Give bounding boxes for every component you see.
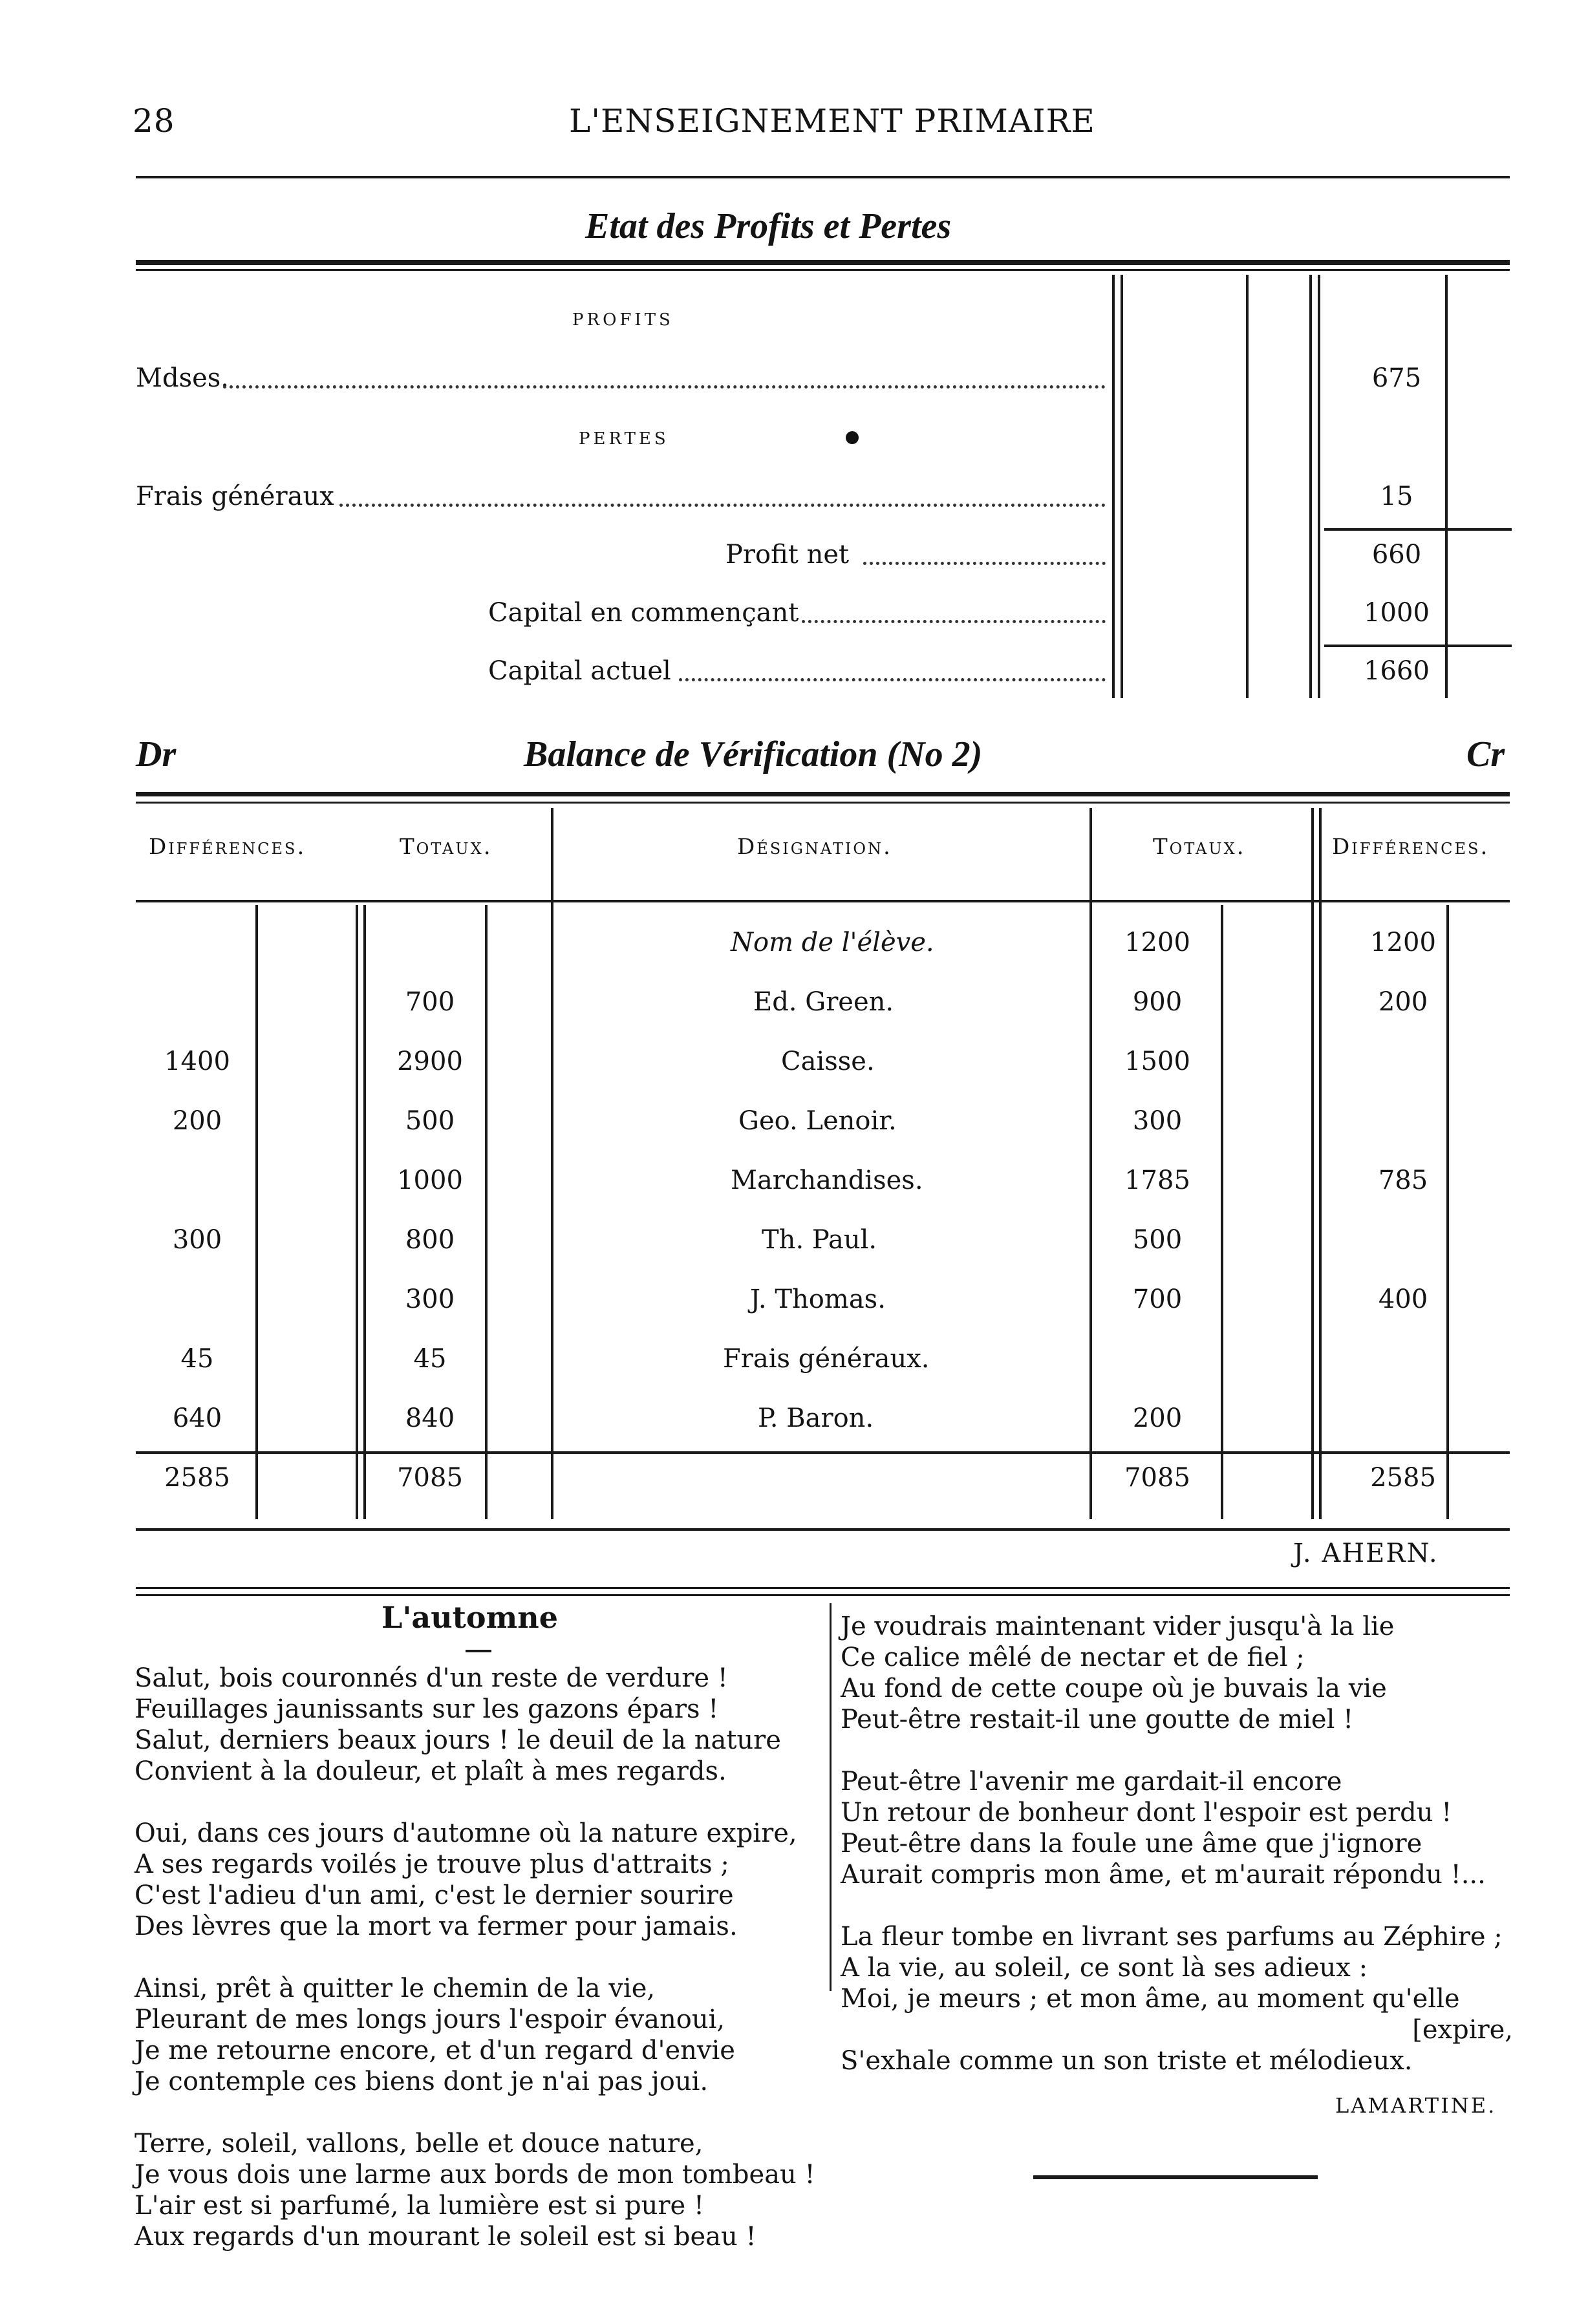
balance-vrule bbox=[551, 808, 553, 1519]
col-header-cr-total: Totaux. bbox=[1153, 834, 1246, 860]
row-cr-total: 1200 bbox=[1124, 928, 1190, 957]
row-cr-diff: 1200 bbox=[1370, 928, 1436, 957]
verse-line: Convient à la douleur, et plaît à mes regards. bbox=[134, 1756, 727, 1786]
balance-vrule bbox=[485, 905, 488, 1519]
row-dr-total: 840 bbox=[405, 1403, 455, 1433]
verse-line: Un retour de bonheur dont l'espoir est perdu ! bbox=[841, 1798, 1452, 1828]
balance-vrule bbox=[1221, 905, 1223, 1519]
row-dr-total: 45 bbox=[413, 1344, 447, 1374]
balance-title: Balance de Vérification (No 2) bbox=[524, 734, 983, 774]
leader-dots bbox=[863, 562, 1106, 565]
row-dr-total: 500 bbox=[405, 1106, 455, 1136]
balance-vrule bbox=[1089, 808, 1092, 1519]
verse-line: La fleur tombe en livrant ses parfums au Zéphire ; bbox=[841, 1922, 1503, 1952]
section-rule bbox=[136, 1594, 1510, 1596]
row-cr-total: 300 bbox=[1132, 1106, 1183, 1136]
pp-sum-rule bbox=[1324, 645, 1512, 647]
row-dr-total: 800 bbox=[405, 1225, 455, 1255]
running-title: L'ENSEIGNEMENT PRIMAIRE bbox=[569, 102, 1095, 140]
row-dr-diff: 300 bbox=[172, 1225, 222, 1255]
verse-line: Au fond de cette coupe où je buvais la vie bbox=[841, 1674, 1387, 1703]
verse-line: Peut-être restait-il une goutte de miel ! bbox=[841, 1705, 1354, 1734]
row-cr-diff: 400 bbox=[1378, 1285, 1428, 1314]
verse-line: Salut, bois couronnés d'un reste de verdure ! bbox=[134, 1663, 728, 1693]
poem-author: LAMARTINE. bbox=[1335, 2093, 1497, 2118]
col-header-name: Désignation. bbox=[737, 834, 892, 860]
balance-vrule bbox=[1311, 808, 1314, 1519]
verse-line: C'est l'adieu d'un ami, c'est le dernier sourire bbox=[134, 1881, 734, 1910]
total-dr-total: 7085 bbox=[397, 1463, 463, 1493]
stanza bbox=[134, 2128, 815, 2252]
pertes-label: PERTES bbox=[579, 429, 669, 449]
balance-bottom-rule bbox=[136, 1528, 1510, 1531]
pp-row-label: Mdses. bbox=[136, 363, 230, 393]
poem-title: L'automne bbox=[381, 1600, 558, 1635]
leader-dots bbox=[802, 620, 1106, 623]
column-divider bbox=[830, 1603, 832, 1991]
pp-row-value: 15 bbox=[1380, 482, 1413, 511]
poem-left-column bbox=[134, 1663, 815, 2283]
verse-line: Moi, je meurs ; et mon âme, au moment qu'elle bbox=[841, 1984, 1460, 2014]
poem-title-dash bbox=[466, 1650, 491, 1652]
verse-line: Ainsi, prêt à quitter le chemin de la vie, bbox=[134, 1974, 656, 2003]
row-cr-total: 900 bbox=[1132, 987, 1183, 1017]
pp-row-label: Frais généraux bbox=[136, 482, 334, 511]
verse-line: Salut, derniers beaux jours ! le deuil de la nature bbox=[134, 1725, 781, 1755]
verse-line: [expire, bbox=[1412, 2015, 1513, 2045]
balance-vrule bbox=[356, 905, 358, 1519]
pp-row-value: 1660 bbox=[1364, 656, 1430, 686]
pp-row-value: 1000 bbox=[1364, 598, 1430, 628]
pp-row-label: Capital en commençant bbox=[488, 598, 799, 628]
bullet-dot bbox=[846, 431, 859, 444]
section-rule bbox=[136, 1587, 1510, 1589]
verse-line: Je contemple ces biens dont je n'ai pas joui. bbox=[134, 2067, 709, 2096]
verse-line: Je me retourne encore, et d'un regard d'envie bbox=[134, 2036, 735, 2065]
row-dr-diff: 1400 bbox=[164, 1047, 230, 1076]
pp-top-rule-thin bbox=[136, 269, 1510, 271]
row-cr-total: 1785 bbox=[1124, 1166, 1190, 1195]
balance-top-rule bbox=[136, 792, 1510, 796]
row-name: P. Baron. bbox=[758, 1403, 874, 1433]
pp-row-value: 660 bbox=[1371, 540, 1422, 570]
row-cr-diff: 200 bbox=[1378, 987, 1428, 1017]
stanza bbox=[841, 1766, 1513, 1890]
profits-label: PROFITS bbox=[572, 310, 674, 330]
row-cr-total: 200 bbox=[1132, 1403, 1183, 1433]
verse-line: Peut-être dans la foule une âme que j'ignore bbox=[841, 1829, 1422, 1859]
pp-sum-rule bbox=[1324, 528, 1512, 531]
row-name: Ed. Green. bbox=[753, 987, 894, 1017]
leader-dots bbox=[679, 678, 1106, 681]
verse-line: Je vous dois une larme aux bords de mon tombeau ! bbox=[134, 2160, 815, 2190]
total-cr-diff: 2585 bbox=[1370, 1463, 1436, 1493]
row-dr-diff: 45 bbox=[180, 1344, 214, 1374]
row-name: Frais généraux. bbox=[723, 1344, 930, 1374]
stanza bbox=[134, 1818, 815, 1942]
verse-line: Je voudrais maintenant vider jusqu'à la lie bbox=[841, 1612, 1395, 1641]
totals-rule bbox=[136, 1451, 1510, 1454]
verse-line: Des lèvres que la mort va fermer pour jamais. bbox=[134, 1912, 738, 1941]
row-name: Nom de l'élève. bbox=[731, 928, 934, 957]
verse-line: A la vie, au soleil, ce sont là ses adieux : bbox=[841, 1953, 1368, 1983]
verse-line: A ses regards voilés je trouve plus d'attraits ; bbox=[134, 1850, 729, 1879]
leader-dots bbox=[223, 385, 1106, 389]
row-dr-total: 300 bbox=[405, 1285, 455, 1314]
pp-vrule bbox=[1121, 275, 1123, 698]
profits-pertes-title: Etat des Profits et Pertes bbox=[585, 206, 952, 246]
pp-vrule bbox=[1309, 275, 1312, 698]
header-rule bbox=[136, 176, 1510, 178]
row-dr-total: 700 bbox=[405, 987, 455, 1017]
row-name: J. Thomas. bbox=[750, 1285, 886, 1314]
row-cr-total: 1500 bbox=[1124, 1047, 1190, 1076]
pp-top-rule bbox=[136, 260, 1510, 265]
total-cr-total: 7085 bbox=[1124, 1463, 1190, 1493]
row-cr-total: 700 bbox=[1132, 1285, 1183, 1314]
balance-vrule bbox=[255, 905, 258, 1519]
pp-vrule bbox=[1318, 275, 1320, 698]
verse-line: Oui, dans ces jours d'automne où la nature expire, bbox=[134, 1818, 797, 1848]
stanza bbox=[134, 1663, 815, 1787]
stanza bbox=[134, 1973, 815, 2097]
pp-row-label: Profit net bbox=[725, 540, 850, 570]
poem-right-column bbox=[841, 1611, 1513, 2107]
pp-vrule bbox=[1246, 275, 1249, 698]
pp-row-label: Capital actuel bbox=[488, 656, 671, 686]
end-ornament bbox=[1033, 2175, 1318, 2179]
pp-vrule bbox=[1112, 275, 1115, 698]
row-dr-diff: 200 bbox=[172, 1106, 222, 1136]
col-header-rule bbox=[136, 900, 1510, 902]
row-dr-diff: 640 bbox=[172, 1403, 222, 1433]
balance-cr: Cr bbox=[1466, 734, 1505, 774]
row-name: Geo. Lenoir. bbox=[738, 1106, 897, 1136]
row-name: Th. Paul. bbox=[762, 1225, 877, 1255]
verse-line: Ce calice mêlé de nectar et de fiel ; bbox=[841, 1643, 1305, 1672]
leader-dots bbox=[339, 504, 1106, 507]
balance-top-rule-thin bbox=[136, 802, 1510, 804]
balance-dr: Dr bbox=[136, 734, 177, 774]
verse-line: Aurait compris mon âme, et m'aurait répondu !... bbox=[841, 1860, 1486, 1890]
row-cr-diff: 785 bbox=[1378, 1166, 1428, 1195]
signature: J. AHERN. bbox=[1293, 1539, 1439, 1568]
total-dr-diff: 2585 bbox=[164, 1463, 230, 1493]
balance-vrule bbox=[363, 905, 366, 1519]
row-dr-total: 2900 bbox=[397, 1047, 463, 1076]
balance-vrule bbox=[1319, 808, 1322, 1519]
verse-line: Aux regards d'un mourant le soleil est si beau ! bbox=[134, 2222, 756, 2252]
verse-line: Terre, soleil, vallons, belle et douce nature, bbox=[134, 2129, 703, 2159]
verse-line: Feuillages jaunissants sur les gazons épars ! bbox=[134, 1694, 719, 1724]
col-header-cr-diff: Différences. bbox=[1332, 834, 1490, 860]
row-dr-total: 1000 bbox=[397, 1166, 463, 1195]
row-cr-total: 500 bbox=[1132, 1225, 1183, 1255]
col-header-dr-total: Totaux. bbox=[400, 834, 493, 860]
verse-line: S'exhale comme un son triste et mélodieux. bbox=[841, 2046, 1413, 2076]
verse-line: L'air est si parfumé, la lumière est si pure ! bbox=[134, 2191, 705, 2221]
stanza bbox=[841, 1921, 1513, 2076]
row-name: Marchandises. bbox=[731, 1166, 923, 1195]
pp-row-value: 675 bbox=[1371, 363, 1422, 393]
col-header-dr-diff: Différences. bbox=[149, 834, 306, 860]
page-number: 28 bbox=[133, 102, 175, 140]
row-name: Caisse. bbox=[781, 1047, 875, 1076]
verse-line: Peut-être l'avenir me gardait-il encore bbox=[841, 1767, 1342, 1796]
stanza bbox=[841, 1611, 1513, 1735]
verse-line: Pleurant de mes longs jours l'espoir évanoui, bbox=[134, 2005, 725, 2034]
